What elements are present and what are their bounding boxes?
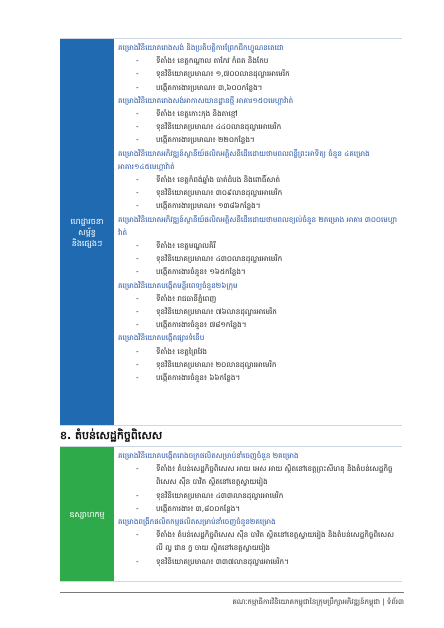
list-item: - ទីតាំង៖ ខេត្តកណ្ដាល តាកែវ កំពត និងកែប (136, 56, 269, 66)
list-item: - ទីតាំង៖ ខេត្តកំពង់ឆ្នាំង បាត់ដំបង និងពោធិ៍សាត់ (136, 175, 281, 185)
list-item: - បង្កើតការងារ៖ ៣,៨០០កន្លែង។ (136, 503, 241, 513)
list-item: - ទុនវិនិយោគប្រមាណ៖ ៧៦លានដុល្លារអាមេរិក (136, 307, 277, 317)
list-item: - បង្កើតការងារប្រមាណ៖ ១៣៨៦កន្លែង។ (136, 201, 261, 211)
project-title: គម្រោងវិនិយោគរោងសង់ និងប្រតិបត្តិការព្រែកជីកហ្វូណនតេជោ (118, 43, 284, 52)
list-item: - ទីតាំង៖ តំបន់សេដ្ឋកិច្ចពិសេស អាយ អេស អាយ ស្ថិតនៅខេត្តព្រះសីហនុ និងតំបន់សេដ្ឋកិច្ចពិសេស ស៊ីន បាវិត ស្ថិតនៅខេត្តស្វាយរៀង (136, 464, 393, 487)
list-item: - បង្កើតការងារប្រមាណ៖ ៣,៦០០កន្លែង។ (136, 82, 263, 92)
project-title: គម្រោងពង្រីកផលិតកម្មផលិតសម្រាប់នាំចេញចំនួន២គម្រោង (118, 517, 276, 527)
category-cell: ហេដ្ឋារចនាសម្ព័ន្ធ និងផ្សេងៗ (60, 39, 114, 425)
project-title: គម្រោងវិនិយោគបង្កើតមន្ទីរពេទ្យចំនួន២៦ក្រុម (118, 280, 238, 290)
list-item: - ទីតាំង៖ តំបន់សេដ្ឋកិច្ចពិសេស ស៊ីន បាវិត ស្ថិតនៅខេត្តស្វាយរៀង និងតំបន់សេដ្ឋកិច្ចពិសេស លី ល្វ ជាន ក្វ ចាយ ស្ថិតនៅខេត្តស្វាយរៀង (136, 530, 394, 553)
section-heading: ខ. តំបន់សេដ្ឋកិច្ចពិសេស (60, 429, 163, 442)
list-item: - ទុនវិនិយោគប្រមាណ៖ ៤៣៣លានដុល្លារអាមេរិក (136, 490, 284, 500)
list-item: - បង្កើតការងារចំនួន៖ ៦៦កន្លែង។ (136, 373, 241, 383)
category-cell: ឧស្សាហកម្ម (60, 447, 114, 581)
project-title: គម្រោងវិនិយោគរោងសង់អាកាសយានដ្ឋានថ្មី អាគារ១៥០មេហ្គាវ៉ាត់ (118, 95, 294, 105)
list-item: - បង្កើតការងារប្រមាណ៖ ២២០កន្លែង។ (136, 135, 255, 145)
project-title: គម្រោងវិនិយោគបង្កើតផ្សារទំនើប (118, 333, 205, 343)
sez-table (60, 446, 402, 582)
project-title: គម្រោងវិនិយោគអភិវឌ្ឍន៍ស្ថានីយ៍ផលិតអគ្គិសនីដើរដោយថាមពលខ្យល់ចំនួន ២គម្រោង អាគារ ៣០០មេហ្គាវ៉ាត់ (118, 214, 397, 237)
list-item: - ទីតាំង៖ ខេត្តមណ្ឌលគិរី (136, 241, 216, 251)
table-row (60, 447, 402, 582)
project-title: គម្រោងវិនិយោគអភិវឌ្ឍន៍ស្ថានីយ៍ផលិតអគ្គិសនីដើរដោយថាមពលពន្លឺព្រះអាទិត្យ ចំនួន ៤គម្រោង អាគារ១៤៥មេហ្គាវ៉ាត់ (118, 148, 370, 171)
list-item: - ទីតាំង៖ ខេត្តព្រៃវែង (136, 346, 207, 356)
list-item: - ទុនវិនិយោគប្រមាណ៖ ៣៣៧លានដុល្លារអាមេរិក។ (136, 556, 289, 566)
page-footer: គណៈកម្មាធិការវិនិយោគកម្ពុជានៃក្រុមប្រឹក្សាអភិវឌ្ឍន៍កម្ពុជា | ទំព័រ៣ (232, 598, 404, 606)
content-cell (114, 39, 402, 425)
list-item: - បង្កើតការងារចំនួន៖ ១៦៥កន្លែង។ (136, 267, 246, 277)
list-item: - ទុនវិនិយោគប្រមាណ៖ ៤៣០លានដុល្លារអាមេរិក (136, 254, 283, 264)
list-item: - ទុនវិនិយោគប្រមាណ៖ ២០លានដុល្លារអាមេរិក (136, 359, 277, 369)
project-title: គម្រោងវិនិយោគបង្កើតរោងចក្រផលិតសម្រាប់នាំចេញចំនួន ២គម្រោង (118, 451, 299, 460)
list-item: - ទីតាំង៖ រាជធានីភ្នំពេញ (136, 293, 217, 303)
list-item: - ទីតាំង៖ ខេត្តកោះកុង និងតាខ្មៅ (136, 109, 238, 119)
content-cell (114, 447, 402, 581)
table-row (60, 39, 402, 426)
list-item: - បង្កើតការងារចំនួន៖ ៧៨១កន្លែង។ (136, 320, 247, 330)
list-item: - ទុនវិនិយោគប្រមាណ៖ ១,៧០០លានដុល្លារអាមេរិក (136, 69, 290, 79)
projects-table (60, 38, 402, 426)
list-item: - ទុនវិនិយោគប្រមាណ៖ ៣០៩លានដុល្លារអាមេរិក (136, 188, 283, 198)
list-item: - ទុនវិនិយោគប្រមាណ៖ ៤៤០លានដុល្លារអាមេរិក (136, 122, 282, 132)
footer-divider (60, 592, 404, 593)
